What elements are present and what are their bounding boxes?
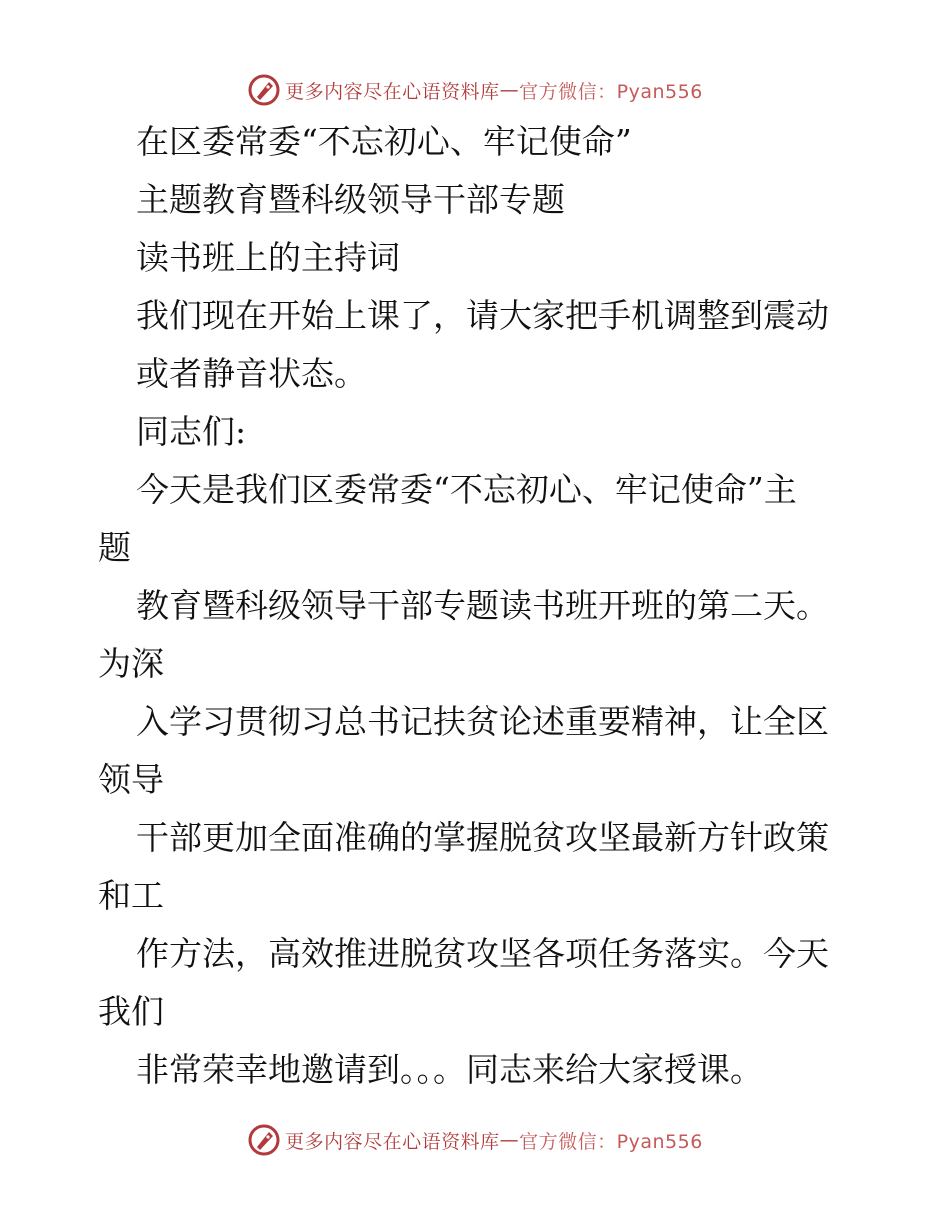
paragraph-line: 入学习贯彻习总书记扶贫论述重要精神，让全区 (136, 702, 829, 741)
paragraph-line: 我们现在开始上课了，请大家把手机调整到震动 (136, 296, 829, 335)
paragraph-line: 为深 (98, 644, 164, 683)
banner-dash: — (499, 1129, 520, 1151)
banner-wechat-text: 官方微信：Pyan556 (519, 1130, 703, 1153)
paragraph-line: 作方法，高效推进脱贫攻坚各项任务落实。今天 (136, 934, 829, 973)
pen-nib-logo-icon (247, 1123, 281, 1157)
paragraph-line: 教育暨科级领导干部专题读书班开班的第二天。 (136, 586, 829, 625)
paragraph-line: 题 (98, 528, 131, 567)
header-banner[interactable] (0, 70, 950, 110)
banner-wechat-text: 官方微信：Pyan556 (519, 80, 703, 103)
paragraph-line: 干部更加全面准确的掌握脱贫攻坚最新方针政策 (136, 818, 829, 857)
banner-site-text: 更多内容尽在心语资料库 (285, 80, 500, 103)
title-line-3: 读书班上的主持词 (136, 238, 400, 277)
paragraph-line: 和工 (98, 876, 164, 915)
footer-banner[interactable] (0, 1120, 950, 1160)
title-line-2: 主题教育暨科级领导干部专题 (136, 180, 565, 219)
paragraph-line: 非常荣幸地邀请到。。。同志来给大家授课。 (136, 1050, 763, 1089)
title-line-1: 在区委常委“不忘初心、牢记使命” (136, 122, 632, 161)
banner-site-text: 更多内容尽在心语资料库 (285, 1130, 500, 1153)
pen-nib-logo-icon (247, 73, 281, 107)
banner-dash: — (499, 79, 520, 101)
salutation-line: 同志们: (136, 412, 247, 451)
paragraph-line: 领导 (98, 760, 164, 799)
paragraph-line: 今天是我们区委常委“不忘初心、牢记使命”主 (136, 470, 797, 509)
paragraph-line: 或者静音状态。 (136, 354, 367, 393)
paragraph-line: 我们 (98, 992, 164, 1031)
